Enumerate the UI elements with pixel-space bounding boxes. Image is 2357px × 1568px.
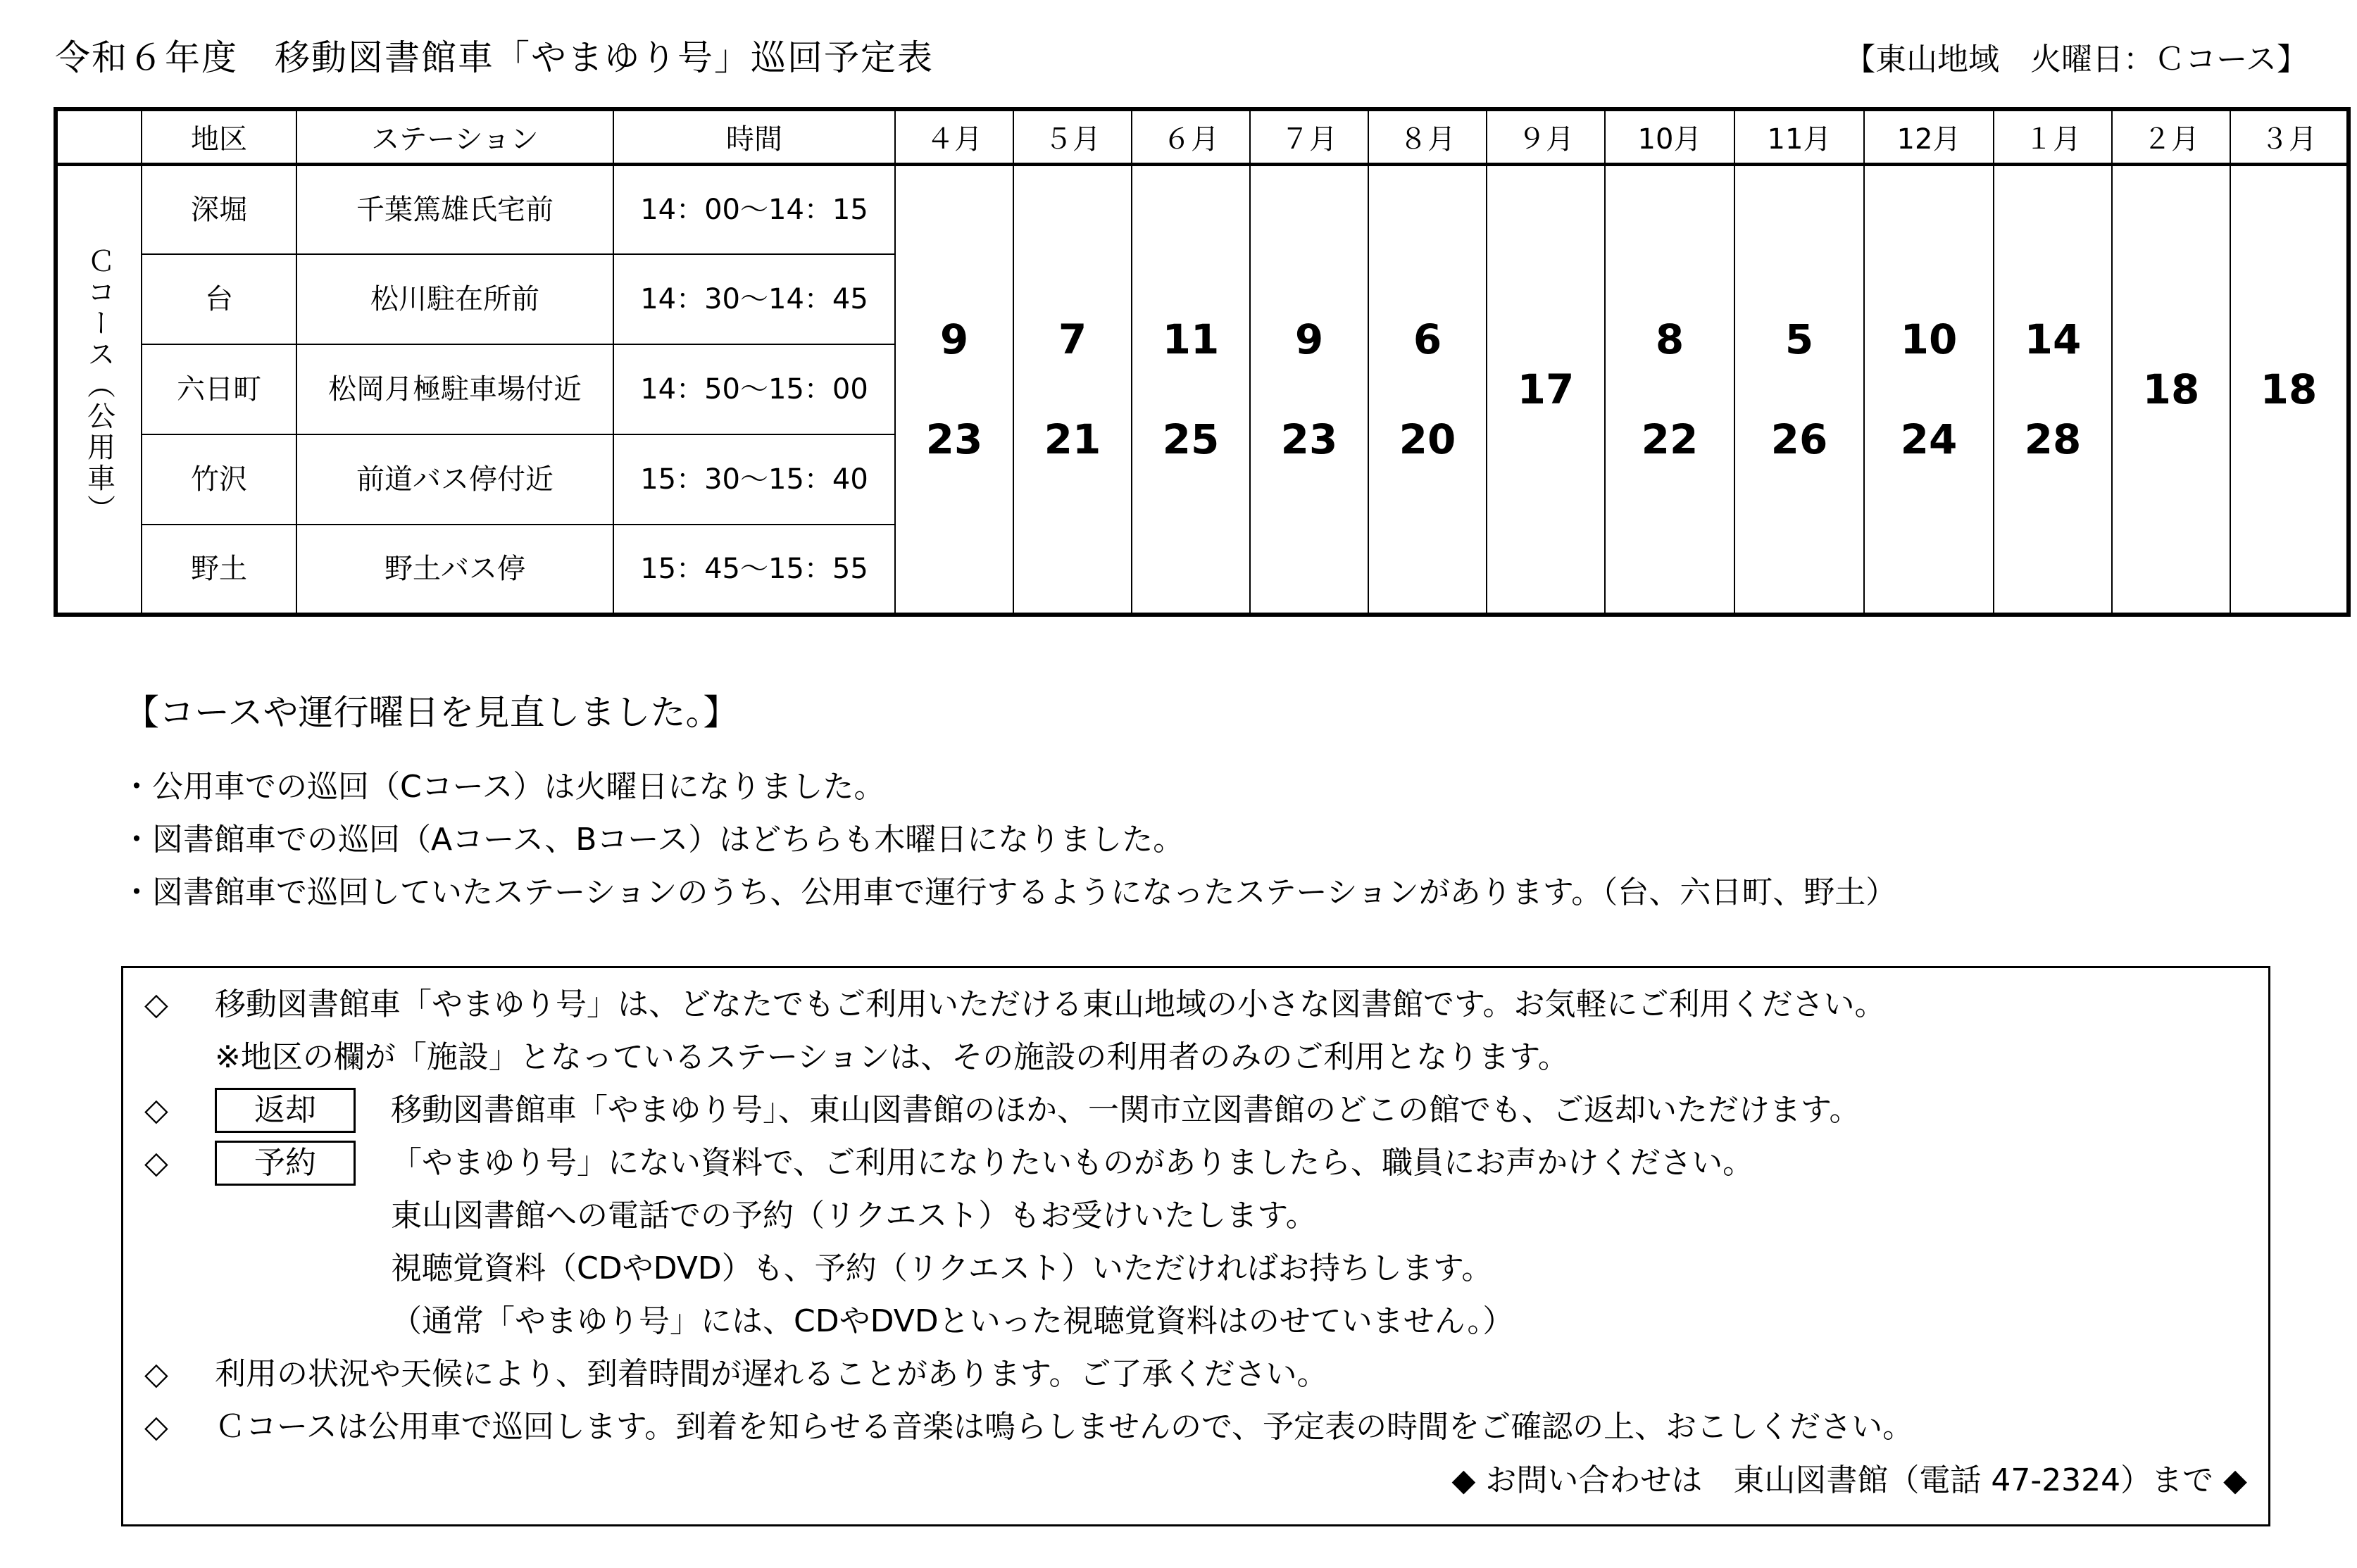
header-month: 10月 xyxy=(1605,109,1734,164)
diamond-icon: ◇ xyxy=(144,1409,168,1445)
day-value: 6 xyxy=(1413,315,1442,363)
month-days-cell xyxy=(1994,164,2112,615)
info-line: （通常「やまゆり号」には、CDやDVDといった視聴覚資料はのせていません。） xyxy=(391,1303,1514,1339)
day-value: 21 xyxy=(1044,415,1101,463)
day-value: 8 xyxy=(1655,315,1684,363)
district-cell: 台 xyxy=(142,254,296,344)
month-days-cell xyxy=(895,164,1013,615)
day-value: 25 xyxy=(1162,415,1220,463)
header-month: ４月 xyxy=(895,109,1013,164)
document-title: 令和６年度 移動図書館車「やまゆり号」巡回予定表 xyxy=(55,37,934,78)
header-time: 時間 xyxy=(613,109,895,164)
station-cell: 野土バス停 xyxy=(296,525,613,615)
info-line: 移動図書館車「やまゆり号」は、どなたでもご利用いただける東山地域の小さな図書館です。お気軽にご利用ください。 xyxy=(215,986,1886,1022)
schedule-table xyxy=(54,107,2351,617)
day-value: 14 xyxy=(2024,315,2082,363)
day-value: 18 xyxy=(2142,365,2200,413)
day-value: 18 xyxy=(2260,365,2318,413)
course-label-cell xyxy=(56,164,142,615)
station-cell: 千葉篤雄氏宅前 xyxy=(296,164,613,254)
info-line: 「やまゆり号」にない資料で、ご利用になりたいものがありましたら、職員にお声かけください。 xyxy=(391,1145,1754,1181)
district-cell: 六日町 xyxy=(142,344,296,434)
day-value: 11 xyxy=(1162,315,1220,363)
course-label: Ｃコース（公用車） xyxy=(82,246,115,525)
month-days-cell xyxy=(1734,164,1864,615)
header-row xyxy=(56,109,2349,164)
header-station: ステーション xyxy=(296,109,613,164)
info-line: 東山図書館への電話での予約（リクエスト）もお受けいたします。 xyxy=(391,1198,1317,1234)
list-item: ・ 図書館車での巡回（Aコース、Bコース）はどちらも木曜日になりました。 xyxy=(121,813,1896,866)
time-cell: 14：00〜14：15 xyxy=(613,164,895,254)
diamond-icon: ◇ xyxy=(144,986,168,1022)
day-value: 10 xyxy=(1900,315,1958,363)
day-value: 23 xyxy=(925,415,983,463)
day-value: 28 xyxy=(2024,415,2082,463)
month-days-cell xyxy=(2230,164,2349,615)
month-days-cell xyxy=(1605,164,1734,615)
station-cell: 前道バス停付近 xyxy=(296,434,613,525)
list-item: ・ 図書館車で巡回していたステーションのうち、公用車で運行するようになったステーションがあります。（台、六日町、野土） xyxy=(121,866,1896,919)
day-value: 5 xyxy=(1784,315,1814,363)
header-district: 地区 xyxy=(142,109,296,164)
info-line: Ｃコースは公用車で巡回します。到着を知らせる音楽は鳴らしませんので、予定表の時間をご確認の上、おこしください。 xyxy=(215,1409,1914,1445)
time-cell: 15：30〜15：40 xyxy=(613,434,895,525)
header-month: １月 xyxy=(1994,109,2112,164)
header-month: ９月 xyxy=(1487,109,1605,164)
changes-list xyxy=(121,760,1896,919)
header-month: ６月 xyxy=(1132,109,1250,164)
district-cell: 竹沢 xyxy=(142,434,296,525)
day-value: 23 xyxy=(1280,415,1338,463)
header-month: 11月 xyxy=(1734,109,1864,164)
info-line: 視聴覚資料（CDやDVD）も、予約（リクエスト）いただければお持ちします。 xyxy=(391,1250,1493,1286)
course-tag: 【東山地域 火曜日：Ｃコース】 xyxy=(1844,42,2308,77)
diamond-icon: ◇ xyxy=(144,1092,168,1128)
month-days-cell xyxy=(1368,164,1487,615)
info-line: 利用の状況や天候により、到着時間が遅れることがあります。ご了承ください。 xyxy=(215,1356,1328,1392)
header-month: 12月 xyxy=(1864,109,1994,164)
station-cell: 松川駐在所前 xyxy=(296,254,613,344)
month-days-cell xyxy=(1487,164,1605,615)
list-item: ・ 公用車での巡回（Cコース）は火曜日になりました。 xyxy=(121,760,1896,813)
info-line: 移動図書館車「やまゆり号」、東山図書館のほか、一関市立図書館のどこの館でも、ご返却いただけます。 xyxy=(391,1092,1861,1128)
notice-heading: 【コースや運行曜日を見直しました。】 xyxy=(124,692,739,733)
month-days-cell xyxy=(1250,164,1368,615)
month-days-cell xyxy=(2112,164,2230,615)
header-course xyxy=(56,109,142,164)
table-row xyxy=(56,164,2349,254)
day-value: 17 xyxy=(1517,365,1575,413)
header-month: ２月 xyxy=(2112,109,2230,164)
return-label: 返却 xyxy=(215,1088,356,1133)
diamond-icon: ◇ xyxy=(144,1145,168,1181)
month-days-cell xyxy=(1132,164,1250,615)
time-cell: 14：50〜15：00 xyxy=(613,344,895,434)
day-value: 7 xyxy=(1058,315,1087,363)
district-cell: 深堀 xyxy=(142,164,296,254)
info-box xyxy=(121,966,2270,1526)
reserve-label: 予約 xyxy=(215,1141,356,1186)
time-cell: 15：45〜15：55 xyxy=(613,525,895,615)
district-cell: 野土 xyxy=(142,525,296,615)
day-value: 22 xyxy=(1641,415,1699,463)
day-value: 24 xyxy=(1900,415,1958,463)
header-month: ８月 xyxy=(1368,109,1487,164)
day-value: 9 xyxy=(939,315,969,363)
diamond-icon: ◇ xyxy=(144,1356,168,1392)
header-month: ７月 xyxy=(1250,109,1368,164)
day-value: 26 xyxy=(1770,415,1828,463)
day-value: 9 xyxy=(1294,315,1324,363)
month-days-cell xyxy=(1864,164,1994,615)
month-days-cell xyxy=(1013,164,1132,615)
header-month: ３月 xyxy=(2230,109,2349,164)
day-value: 20 xyxy=(1399,415,1456,463)
header-month: ５月 xyxy=(1013,109,1132,164)
station-cell: 松岡月極駐車場付近 xyxy=(296,344,613,434)
contact-line: ◆ お問い合わせは 東山図書館（電話 47-2324）まで ◆ xyxy=(1451,1462,2247,1498)
time-cell: 14：30〜14：45 xyxy=(613,254,895,344)
info-line: ※地区の欄が「施設」となっているステーションは、その施設の利用者のみのご利用となります。 xyxy=(215,1039,1569,1075)
